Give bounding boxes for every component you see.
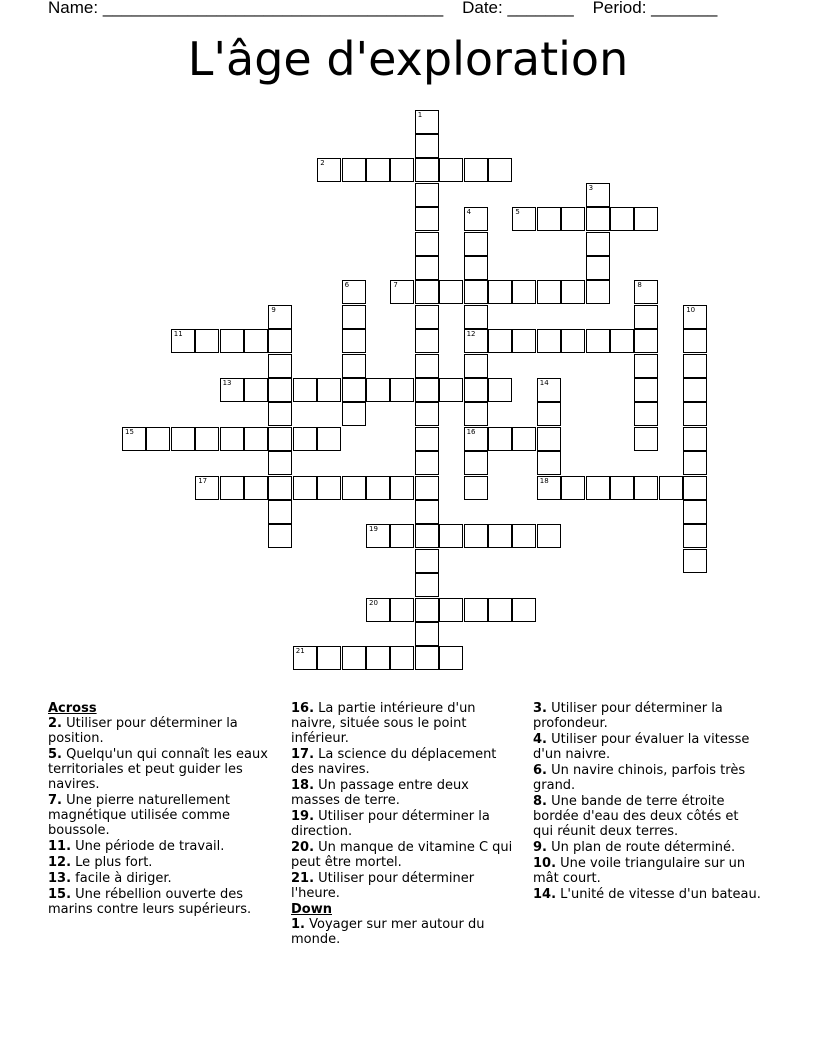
grid-cell[interactable] <box>464 207 488 231</box>
grid-cell[interactable] <box>268 524 292 548</box>
clue-number: 18 <box>539 476 549 485</box>
grid-cell[interactable] <box>488 280 512 304</box>
clue-number: 4 <box>466 208 472 217</box>
grid-cell[interactable] <box>415 280 439 304</box>
clue-number: 13 <box>222 379 232 387</box>
clue-number: 17 <box>198 476 208 485</box>
grid-cell[interactable] <box>610 329 634 353</box>
date-blank[interactable]: _______ <box>507 0 574 17</box>
grid-cell[interactable] <box>537 524 561 548</box>
grid-cell[interactable] <box>244 427 268 451</box>
grid-cell[interactable] <box>634 402 658 426</box>
grid-cell[interactable] <box>683 524 707 548</box>
grid-cell[interactable] <box>390 378 414 402</box>
grid-cell[interactable] <box>683 378 707 402</box>
grid-cell[interactable] <box>317 476 341 500</box>
clues-column-2 <box>291 701 521 948</box>
clue-number: 1 <box>417 110 423 119</box>
grid-cell[interactable] <box>683 427 707 451</box>
grid-cell[interactable] <box>415 476 439 500</box>
clue-across-15: 15. Une rébellion ouverte des marins contre leurs supérieurs. <box>48 887 252 917</box>
grid-cell[interactable] <box>293 646 317 670</box>
clue-number: 6 <box>344 281 350 290</box>
grid-cell[interactable] <box>342 402 366 426</box>
clue-down-14: 14. L'unité de vitesse d'un bateau. <box>533 887 761 902</box>
grid-cell[interactable] <box>390 476 414 500</box>
clue-across-2: 2. Utiliser pour déterminer la position. <box>48 716 238 746</box>
grid-cell[interactable] <box>512 207 536 231</box>
grid-cell[interactable] <box>439 280 463 304</box>
grid-cell[interactable] <box>439 378 463 402</box>
clue-number: 8 <box>637 281 642 290</box>
grid-cell[interactable] <box>342 646 366 670</box>
down-heading: Down <box>291 902 332 917</box>
grid-cell[interactable] <box>415 378 439 402</box>
clue-down-9: 9. Un plan de route déterminé. <box>533 840 736 855</box>
grid-cell[interactable] <box>195 427 219 451</box>
grid-cell[interactable] <box>464 427 488 451</box>
clue-number: 9 <box>271 305 276 314</box>
clue-across-19: 19. Utiliser pour déterminer la direction. <box>291 809 490 839</box>
grid-cell[interactable] <box>512 427 536 451</box>
grid-cell[interactable] <box>342 280 366 304</box>
grid-cell[interactable] <box>634 354 658 378</box>
grid-cell[interactable] <box>464 305 488 329</box>
grid-cell[interactable] <box>415 158 439 182</box>
name-blank[interactable]: ____________________________________ <box>102 0 444 17</box>
grid-cell[interactable] <box>415 183 439 207</box>
grid-cell[interactable] <box>683 354 707 378</box>
grid-cell[interactable] <box>537 207 561 231</box>
grid-cell[interactable] <box>488 427 512 451</box>
clue-number: 14 <box>539 379 549 387</box>
grid-cell[interactable] <box>268 354 292 378</box>
grid-cell[interactable] <box>439 524 463 548</box>
grid-cell[interactable] <box>390 280 414 304</box>
grid-cell[interactable] <box>464 329 488 353</box>
clue-across-18: 18. Un passage entre deux masses de terre. <box>291 778 469 808</box>
grid-cell[interactable] <box>683 549 707 573</box>
clue-across-21: 21. Utiliser pour déterminer l'heure. <box>291 871 475 901</box>
grid-cell[interactable] <box>512 524 536 548</box>
clue-down-4: 4. Utiliser pour évaluer la vitesse d'un naivre. <box>533 732 750 762</box>
page-title: L'âge d'exploration <box>187 32 629 86</box>
grid-cell[interactable] <box>488 158 512 182</box>
grid-cell[interactable] <box>634 427 658 451</box>
clue-number: 5 <box>515 208 520 217</box>
grid-cell[interactable] <box>415 256 439 280</box>
grid-cell[interactable] <box>683 451 707 475</box>
grid-cell[interactable] <box>122 427 146 451</box>
grid-cell[interactable] <box>415 305 439 329</box>
grid-cell[interactable] <box>610 207 634 231</box>
grid-cell[interactable] <box>683 500 707 524</box>
grid-cell[interactable] <box>537 402 561 426</box>
grid-cell[interactable] <box>146 427 170 451</box>
grid-cell[interactable] <box>439 646 463 670</box>
grid-cell[interactable] <box>415 134 439 158</box>
grid-cell[interactable] <box>317 646 341 670</box>
grid-cell[interactable] <box>195 476 219 500</box>
clues-column-1 <box>48 701 274 918</box>
grid-cell[interactable] <box>464 378 488 402</box>
grid-cell[interactable] <box>366 524 390 548</box>
grid-cell[interactable] <box>634 476 658 500</box>
grid-cell[interactable] <box>659 476 683 500</box>
grid-cell[interactable] <box>366 646 390 670</box>
grid-cell[interactable] <box>244 476 268 500</box>
grid-cell[interactable] <box>683 329 707 353</box>
clue-number: 15 <box>125 427 134 436</box>
grid-cell[interactable] <box>464 402 488 426</box>
grid-cell[interactable] <box>390 524 414 548</box>
grid-cell[interactable] <box>634 207 658 231</box>
clue-number: 12 <box>466 330 476 339</box>
grid-cell[interactable] <box>586 476 610 500</box>
grid-cell[interactable] <box>415 500 439 524</box>
grid-cell[interactable] <box>488 524 512 548</box>
grid-cell[interactable] <box>244 329 268 353</box>
grid-cell[interactable] <box>415 598 439 622</box>
grid-cell[interactable] <box>464 524 488 548</box>
grid-cell[interactable] <box>464 232 488 256</box>
grid-cell[interactable] <box>293 378 317 402</box>
period-label: Period: <box>592 0 647 17</box>
grid-cell[interactable] <box>415 524 439 548</box>
clue-across-7: 7. Une pierre naturellement magnétique utilisée comme boussole. <box>48 793 230 838</box>
grid-cell[interactable] <box>537 427 561 451</box>
grid-cell[interactable] <box>634 329 658 353</box>
grid-cell[interactable] <box>220 476 244 500</box>
clue-number: 11 <box>173 330 183 339</box>
grid-cell[interactable] <box>439 598 463 622</box>
grid-cell[interactable] <box>415 110 439 134</box>
grid-cell[interactable] <box>683 476 707 500</box>
grid-cell[interactable] <box>342 378 366 402</box>
grid-cell[interactable] <box>415 427 439 451</box>
grid-cell[interactable] <box>464 451 488 475</box>
grid-cell[interactable] <box>586 207 610 231</box>
grid-cell[interactable] <box>537 378 561 402</box>
grid-cell[interactable] <box>171 329 195 353</box>
clue-across-17: 17. La science du déplacement des navires. <box>291 747 497 777</box>
grid-cell[interactable] <box>439 158 463 182</box>
clue-across-20: 20. Un manque de vitamine C qui peut être mortel. <box>291 840 513 870</box>
grid-cell[interactable] <box>415 329 439 353</box>
grid-cell[interactable] <box>268 402 292 426</box>
grid-cell[interactable] <box>268 476 292 500</box>
grid-cell[interactable] <box>268 378 292 402</box>
grid-cell[interactable] <box>220 329 244 353</box>
grid-cell[interactable] <box>512 598 536 622</box>
clue-number: 21 <box>295 647 305 656</box>
grid-cell[interactable] <box>317 158 341 182</box>
grid-cell[interactable] <box>342 476 366 500</box>
period-blank[interactable]: _______ <box>651 0 718 17</box>
grid-cell[interactable] <box>415 207 439 231</box>
grid-cell[interactable] <box>342 354 366 378</box>
grid-cell[interactable] <box>415 402 439 426</box>
grid-cell[interactable] <box>537 476 561 500</box>
grid-cell[interactable] <box>464 598 488 622</box>
grid-cell[interactable] <box>537 451 561 475</box>
grid-cell[interactable] <box>464 476 488 500</box>
clue-number: 19 <box>369 525 378 534</box>
grid-cell[interactable] <box>366 378 390 402</box>
grid-cell[interactable] <box>195 329 219 353</box>
grid-cell[interactable] <box>415 622 439 646</box>
clue-number: 3 <box>588 183 594 192</box>
clues-column-3 <box>533 701 761 903</box>
grid-cell[interactable] <box>342 158 366 182</box>
grid-cell[interactable] <box>634 305 658 329</box>
grid-cell[interactable] <box>415 232 439 256</box>
grid-cell[interactable] <box>366 598 390 622</box>
across-heading: Across <box>48 701 97 716</box>
grid-cell[interactable] <box>537 280 561 304</box>
grid-cell[interactable] <box>390 646 414 670</box>
grid-cell[interactable] <box>634 378 658 402</box>
grid-cell[interactable] <box>415 573 439 597</box>
grid-cell[interactable] <box>415 646 439 670</box>
grid-cell[interactable] <box>610 476 634 500</box>
grid-cell[interactable] <box>415 451 439 475</box>
clue-number: 20 <box>369 598 378 607</box>
grid-cell[interactable] <box>561 280 585 304</box>
grid-cell[interactable] <box>488 598 512 622</box>
grid-cell[interactable] <box>537 329 561 353</box>
grid-cell[interactable] <box>586 232 610 256</box>
grid-cell[interactable] <box>683 402 707 426</box>
grid-cell[interactable] <box>586 329 610 353</box>
grid-cell[interactable] <box>586 183 610 207</box>
clue-down-6: 6. Un navire chinois, parfois très grand. <box>533 763 746 793</box>
clue-number: 10 <box>686 305 696 314</box>
grid-cell[interactable] <box>390 158 414 182</box>
grid-cell[interactable] <box>317 427 341 451</box>
clue-down-10: 10. Une voile triangulaire sur un mât court. <box>533 856 746 886</box>
clue-across-16: 16. La partie intérieure d'un naivre, située sous le point inférieur. <box>291 701 476 746</box>
grid-cell[interactable] <box>586 280 610 304</box>
grid-cell[interactable] <box>464 280 488 304</box>
grid-cell[interactable] <box>390 598 414 622</box>
grid-cell[interactable] <box>634 280 658 304</box>
grid-cell[interactable] <box>268 500 292 524</box>
clue-number: 7 <box>393 281 398 290</box>
grid-cell[interactable] <box>683 305 707 329</box>
grid-cell[interactable] <box>586 256 610 280</box>
clue-across-12: 12. Le plus fort. <box>48 855 153 870</box>
grid-cell[interactable] <box>317 378 341 402</box>
grid-cell[interactable] <box>488 329 512 353</box>
grid-cell[interactable] <box>171 427 195 451</box>
grid-cell[interactable] <box>293 476 317 500</box>
grid-cell[interactable] <box>512 280 536 304</box>
date-label: Date: <box>462 0 503 17</box>
grid-cell[interactable] <box>464 256 488 280</box>
grid-cell[interactable] <box>561 476 585 500</box>
grid-cell[interactable] <box>220 427 244 451</box>
grid-cell[interactable] <box>268 427 292 451</box>
grid-cell[interactable] <box>342 329 366 353</box>
grid-cell[interactable] <box>268 451 292 475</box>
grid-cell[interactable] <box>415 354 439 378</box>
grid-cell[interactable] <box>464 354 488 378</box>
grid-cell[interactable] <box>561 207 585 231</box>
grid-cell[interactable] <box>415 549 439 573</box>
grid-cell[interactable] <box>512 329 536 353</box>
grid-cell[interactable] <box>268 329 292 353</box>
grid-cell[interactable] <box>293 427 317 451</box>
grid-cell[interactable] <box>220 378 244 402</box>
clue-down-3: 3. Utiliser pour déterminer la profondeur. <box>533 701 723 731</box>
grid-cell[interactable] <box>561 329 585 353</box>
clue-across-5: 5. Quelqu'un qui connaît les eaux territoriales et peut guider les navires. <box>48 747 268 792</box>
clue-down-8: 8. Une bande de terre étroite bordée d'eau des deux côtés et qui réunit deux terres. <box>533 794 739 839</box>
grid-cell[interactable] <box>244 378 268 402</box>
grid-cell[interactable] <box>366 476 390 500</box>
clue-number: 2 <box>320 159 325 168</box>
clue-across-13: 13. facile à diriger. <box>48 871 172 886</box>
clue-down-1: 1. Voyager sur mer autour du monde. <box>291 917 485 947</box>
grid-cell[interactable] <box>342 305 366 329</box>
name-label: Name: <box>48 0 99 17</box>
grid-cell[interactable] <box>268 305 292 329</box>
grid-cell[interactable] <box>366 158 390 182</box>
clue-number: 16 <box>466 427 476 436</box>
clue-across-11: 11. Une période de travail. <box>48 839 225 854</box>
grid-cell[interactable] <box>464 158 488 182</box>
grid-cell[interactable] <box>488 378 512 402</box>
